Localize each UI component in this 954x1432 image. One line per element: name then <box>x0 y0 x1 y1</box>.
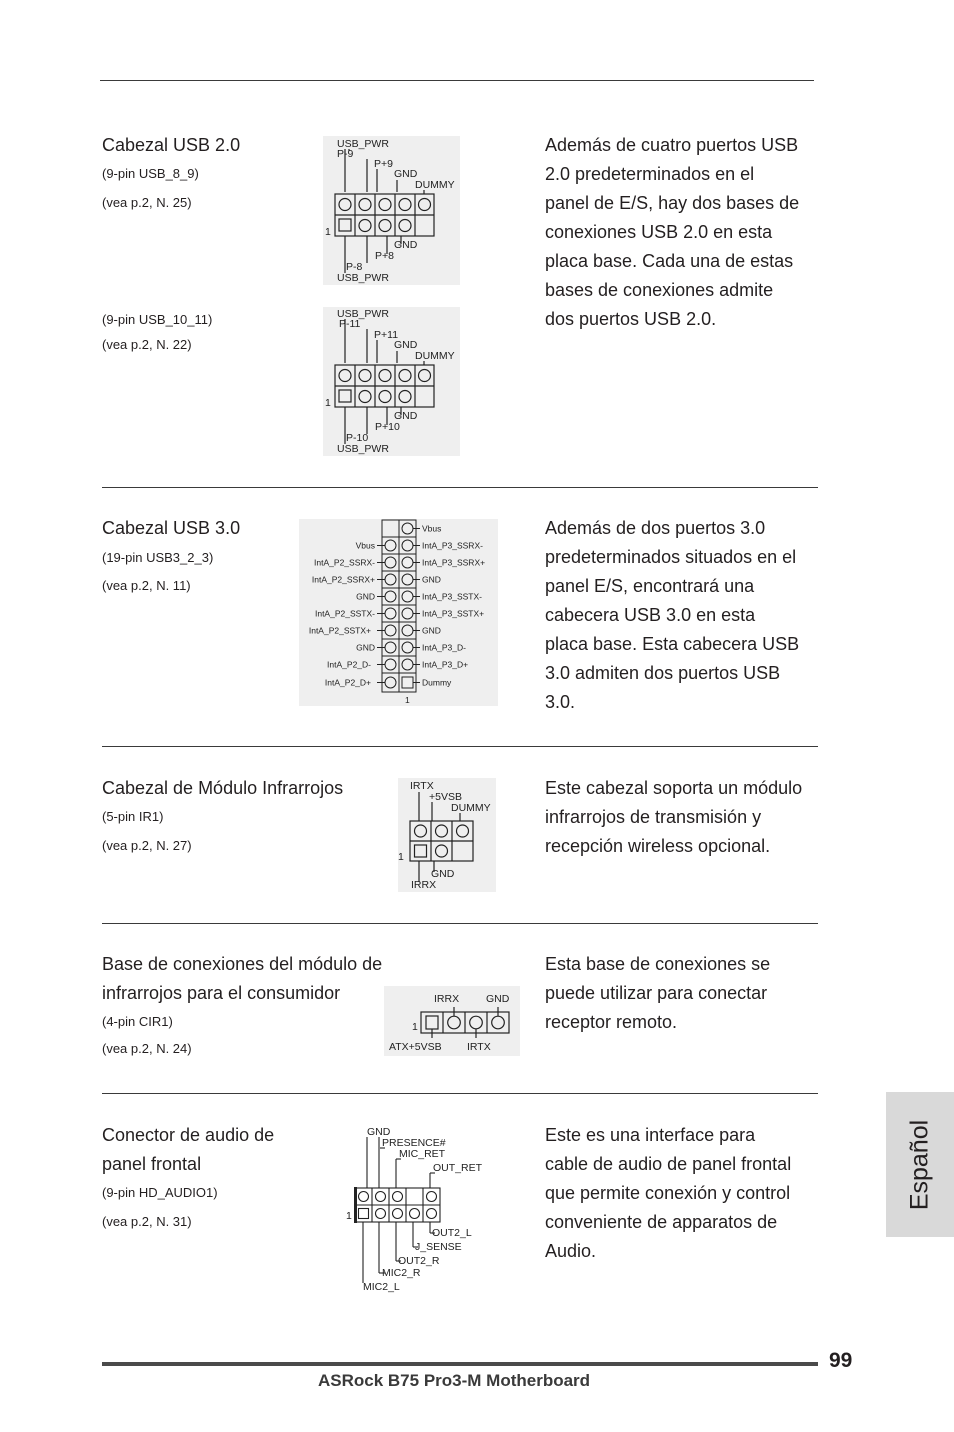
label: P+8 <box>375 250 394 262</box>
label: DUMMY <box>451 802 491 814</box>
label: OUT2_L <box>432 1227 472 1239</box>
cir-header-diagram <box>384 986 520 1056</box>
label: IRTX <box>410 780 434 792</box>
label: GND <box>394 410 418 422</box>
footer-rule <box>102 1362 818 1366</box>
usb2-ref-2: (vea p.2, N. 22) <box>102 337 192 352</box>
label: P-9 <box>337 148 354 160</box>
pin-one-label: 1 <box>405 695 410 705</box>
footer-title: ASRock B75 Pro3-M Motherboard <box>318 1371 591 1390</box>
label: GND <box>422 574 441 585</box>
usb2-pin-1: (9-pin USB_8_9) <box>102 166 199 181</box>
usb2-title: Cabezal USB 2.0 <box>102 135 241 155</box>
label: GND <box>422 625 441 636</box>
label: IntA_P2_SSRX+ <box>311 574 375 585</box>
ir-title: Cabezal de Módulo Infrarrojos <box>102 778 344 798</box>
section-divider <box>102 923 818 924</box>
label: IntA_P3_D+ <box>422 659 469 670</box>
usb2-description: Además de cuatro puertos USB 2.0 predeterminados en el panel de E/S, hay dos bases de conexiones USB 2.0 en esta placa base. Cada una de estas bases de conexiones admite dos puertos USB 2.0. <box>545 135 800 329</box>
label: IntA_P3_D- <box>422 642 466 653</box>
ir-ref: (vea p.2, N. 27) <box>102 838 192 853</box>
usb3-header-diagram <box>299 519 498 706</box>
cir-title-line-1: Base de conexiones del módulo de <box>102 954 383 974</box>
ir-header-diagram <box>398 778 496 892</box>
usb3-pin: (19-pin USB3_2_3) <box>102 550 214 565</box>
label: P-10 <box>346 432 369 444</box>
label: IntA_P2_SSTX+ <box>308 625 371 636</box>
hd-audio-header-diagram <box>345 1124 485 1294</box>
ir-description: Este cabezal soporta un módulo infrarrojos de transmisión y recepción wireless opcional. <box>545 778 803 856</box>
label: USB_PWR <box>337 443 389 455</box>
label: IntA_P2_D+ <box>324 677 371 688</box>
label: GND <box>431 868 455 880</box>
label: IntA_P3_SSTX+ <box>422 608 485 619</box>
top-rule <box>100 80 814 81</box>
label: USB_PWR <box>337 272 389 284</box>
label: IntA_P2_D- <box>327 659 371 670</box>
label: USB_PWR <box>337 138 389 150</box>
label: OUT2_R <box>398 1255 440 1267</box>
label: MIC_RET <box>399 1148 446 1160</box>
label: OUT_RET <box>433 1162 483 1174</box>
page-number: 99 <box>829 1349 853 1372</box>
label: Vbus <box>422 523 442 534</box>
label: DUMMY <box>415 179 455 191</box>
language-tab-label: Español <box>905 1119 934 1210</box>
label: MIC2_R <box>382 1267 421 1279</box>
pin-one-label: 1 <box>325 226 331 238</box>
label: P+9 <box>374 158 393 170</box>
pin-one-label: 1 <box>398 851 404 863</box>
label: IRRX <box>434 993 460 1005</box>
label: J_SENSE <box>415 1241 462 1253</box>
label: PRESENCE# <box>382 1137 446 1149</box>
audio-ref: (vea p.2, N. 31) <box>102 1214 192 1229</box>
usb2-ref-1: (vea p.2, N. 25) <box>102 195 192 210</box>
usb3-ref: (vea p.2, N. 11) <box>102 578 191 593</box>
label: ATX+5VSB <box>389 1041 442 1053</box>
label: P-8 <box>346 261 363 273</box>
label: IntA_P3_SSRX+ <box>422 557 486 568</box>
label: USB_PWR <box>337 308 389 320</box>
label: P+11 <box>374 329 399 341</box>
label: IRRX <box>411 879 437 891</box>
section-divider <box>102 1093 818 1094</box>
audio-title-line-2: panel frontal <box>102 1154 202 1174</box>
cir-title-line-2: infrarrojos para el consumidor <box>102 983 341 1003</box>
label: P-11 <box>339 318 361 330</box>
label: GND <box>356 591 375 602</box>
cir-ref: (vea p.2, N. 24) <box>102 1041 192 1056</box>
audio-description: Este es una interface para cable de audio de panel frontal que permite conexión y control conveniente de apparatos de Audio. <box>545 1125 792 1261</box>
label: MIC2_L <box>363 1281 400 1293</box>
label: Vbus <box>355 540 375 551</box>
label: GND <box>356 642 375 653</box>
cir-pin: (4-pin CIR1) <box>102 1014 173 1029</box>
language-tab <box>886 1092 954 1237</box>
label: GND <box>486 993 510 1005</box>
section-divider <box>102 746 818 747</box>
label: IntA_P2_SSRX- <box>314 557 375 568</box>
label: GND <box>394 239 418 251</box>
usb3-description: Además de dos puertos 3.0 predeterminados situados en el panel E/S, encontrará una cabecera USB 3.0 en esta placa base. Esta cabecera USB 3.0 admiten dos puertos USB 3.0. <box>545 518 800 712</box>
usb2-pin-2: (9-pin USB_10_11) <box>102 312 213 327</box>
audio-pin: (9-pin HD_AUDIO1) <box>102 1185 218 1200</box>
pin-one-label: 1 <box>412 1021 418 1033</box>
label: GND <box>394 168 418 180</box>
ir-pin: (5-pin IR1) <box>102 809 164 824</box>
label: IRTX <box>467 1041 491 1053</box>
label: GND <box>394 339 418 351</box>
label: IntA_P2_SSTX- <box>314 608 375 619</box>
label: IntA_P3_SSRX- <box>422 540 483 551</box>
cir-description: Esta base de conexiones se puede utilizar para conectar receptor remoto. <box>545 954 771 1032</box>
pin-one-label: 1 <box>346 1210 352 1222</box>
usb3-title: Cabezal USB 3.0 <box>102 518 241 538</box>
label: DUMMY <box>415 350 455 362</box>
label: Dummy <box>422 677 452 688</box>
label: P+10 <box>375 421 400 433</box>
label: +5VSB <box>429 791 462 803</box>
label: IntA_P3_SSTX- <box>422 591 483 602</box>
pin-one-label: 1 <box>325 397 331 409</box>
section-divider <box>102 487 818 488</box>
audio-title-line-1: Conector de audio de <box>102 1125 275 1145</box>
usb2-header-diagram-1 <box>323 136 460 285</box>
label: GND <box>367 1126 391 1138</box>
usb2-header-diagram-2 <box>323 307 460 456</box>
